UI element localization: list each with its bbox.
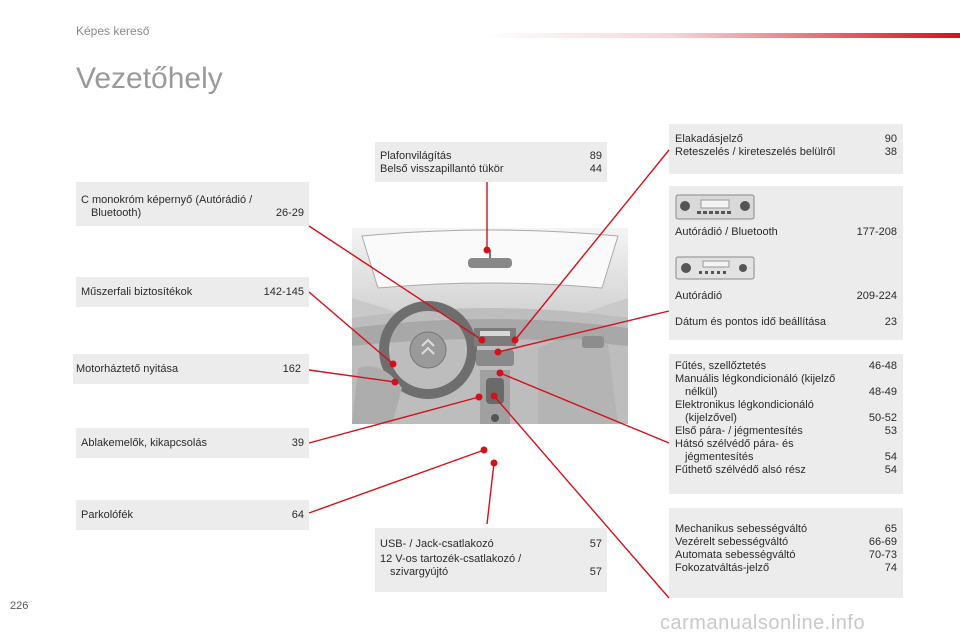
- list-item[interactable]: Fűtés, szellőztetés 46-48: [675, 360, 897, 372]
- list-item[interactable]: szivargyújtó 57: [390, 566, 602, 578]
- box-motorhazteto: [73, 354, 309, 384]
- list-item[interactable]: Autórádió / Bluetooth 177-208: [675, 226, 897, 238]
- list-item[interactable]: Dátum és pontos idő beállítása 23: [675, 316, 897, 328]
- list-item[interactable]: Első pára- / jégmentesítés 53: [675, 425, 897, 437]
- dashboard-illustration: [352, 228, 628, 424]
- box-radio: [669, 186, 903, 340]
- list-item[interactable]: jégmentesítés 54: [685, 451, 897, 463]
- list-item[interactable]: Automata sebességváltó 70-73: [675, 549, 897, 561]
- list-item[interactable]: USB- / Jack-csatlakozó 57: [380, 538, 602, 550]
- page-number: 226: [10, 600, 29, 612]
- box-elakadas: [669, 124, 903, 174]
- watermark: carmanualsonline.info: [660, 612, 866, 634]
- car-radio-icon: [675, 256, 755, 280]
- list-item[interactable]: Parkolófék 64: [81, 509, 304, 521]
- box-biztositek: [76, 277, 309, 307]
- list-item[interactable]: Mechanikus sebességváltó 65: [675, 523, 897, 535]
- box-monokrom: C monokróm képernyő (Autórádió / Bluetooth) 26-29: [76, 182, 309, 226]
- list-item[interactable]: Motorháztető nyitása 162: [76, 363, 301, 375]
- list-item[interactable]: (kijelzővel) 50-52: [685, 412, 897, 424]
- box-valto: [669, 508, 903, 598]
- box-usb: USB- / Jack-csatlakozó 57 12 V-os tartozék-csatlakozó / szivargyújtó 57: [375, 528, 607, 592]
- box-futes: Fűtés, szellőztetés 46-48 Manuális légkondicionáló (kijelző nélkül) 48-49 Elektronikus légkondicionáló (kijelzővel) 50-52 Első pára- / jégmentesítés 53 Hátsó szélvédő pára- és jégmentesítés 54 Fűthető szélvédő alsó rész 54: [669, 354, 903, 494]
- list-item[interactable]: Reteszelés / kireteszelés belülről 38: [675, 146, 897, 158]
- header-accent-bar: [480, 33, 960, 38]
- list-item[interactable]: Fűthető szélvédő alsó rész 54: [675, 464, 897, 476]
- section-title: Képes kereső: [76, 24, 150, 38]
- box-ablakemelo: [76, 428, 309, 458]
- list-item[interactable]: Ablakemelők, kikapcsolás 39: [81, 437, 304, 449]
- list-item[interactable]: Bluetooth) 26-29: [91, 207, 304, 219]
- list-item[interactable]: Elakadásjelző 90: [675, 133, 897, 145]
- list-item[interactable]: Belső visszapillantó tükör 44: [380, 163, 602, 175]
- car-radio-bluetooth-icon: [675, 194, 755, 220]
- box-plafon: [375, 142, 607, 182]
- list-item[interactable]: Vezérelt sebességváltó 66-69: [675, 536, 897, 548]
- list-item[interactable]: Autórádió 209-224: [675, 290, 897, 302]
- list-item[interactable]: Fokozatváltás-jelző 74: [675, 562, 897, 574]
- list-item[interactable]: Plafonvilágítás 89: [380, 150, 602, 162]
- list-item[interactable]: Műszerfali biztosítékok 142-145: [81, 286, 304, 298]
- page-title: Vezetőhely: [76, 62, 223, 95]
- list-item[interactable]: nélkül) 48-49: [685, 386, 897, 398]
- box-parkolofek: [76, 500, 309, 530]
